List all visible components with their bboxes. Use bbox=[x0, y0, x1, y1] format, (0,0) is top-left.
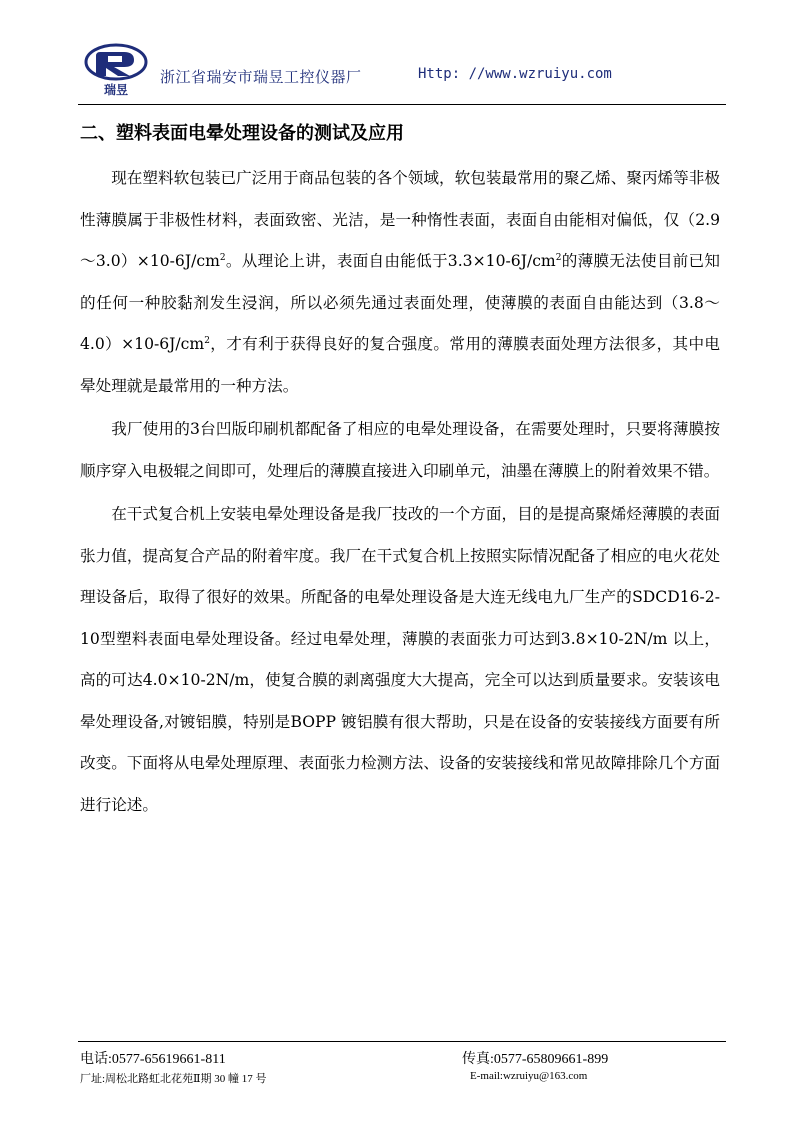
footer-email[interactable]: E-mail:wzruiyu@163.com bbox=[470, 1070, 588, 1082]
footer-address: 厂址:周松北路虹北花苑Ⅱ期 30 幢 17 号 bbox=[80, 1073, 267, 1085]
page-header bbox=[78, 40, 724, 102]
section-heading: 二、塑料表面电晕处理设备的测试及应用 bbox=[80, 123, 404, 144]
footer-divider bbox=[78, 1041, 726, 1042]
company-website[interactable]: Http: //www.wzruiyu.com bbox=[418, 66, 612, 82]
header-divider bbox=[78, 104, 726, 105]
paragraph-2: 我厂使用的3台凹版印刷机都配备了相应的电晕处理设备，在需要处理时，只要将薄膜按顺序穿入电极辊之间即可，处理后的薄膜直接进入印刷单元，油墨在薄膜上的附着效果不错。 bbox=[80, 420, 720, 480]
article-body bbox=[80, 158, 720, 826]
footer-telephone: 电话:0577-65619661-811 bbox=[80, 1052, 226, 1067]
paragraph-3: 在干式复合机上安装电晕处理设备是我厂技改的一个方面，目的是提高聚烯烃薄膜的表面张力值，提高复合产品的附着牢度。我厂在干式复合机上按照实际情况配备了相应的电火花处理设备后，取得了很好的效果。所配备的电晕处理设备是大连无线电九厂生产的SDCD16-2-10型塑料表面电晕处理设备。经过电晕处理，薄膜的表面张力可达到3.8×10-2N/m 以上，高的可达4.0×10-2N/m，使复合膜的剥离强度大大提高，完全可以达到质量要求。安装该电晕处理设备,对镀铝膜，特别是BOPP 镀铝膜有很大帮助，只是在设备的安装接线方面要有所改变。下面将从电晕处理原理、表面张力检测方法、设备的安装接线和常见故障排除几个方面进行论述。 bbox=[80, 505, 720, 814]
paragraph-1: 现在塑料软包装已广泛用于商品包装的各个领域，软包装最常用的聚乙烯、聚丙烯等非极性薄膜属于非极性材料，表面致密、光洁，是一种惰性表面，表面自由能相对偏低，仅$(2.9\sim 3.0)\times 10-6J/cm^2$。从理论上讲，表面自由能低于$3.3\times 10-6J/cm^2$的薄膜无法使目前已知的任何一种胶黏剂发生浸润，所以必须先通过表面处理，使薄膜的表面自由能达到$(3.8\sim 4.0)\times 10-6J/cm^2$，才有利于获得良好的复合强度。常用的薄膜表面处理方法很多，其中电晕处理就是最常用的一种方法。 bbox=[80, 169, 720, 395]
logo-text: 瑞昱 bbox=[103, 83, 129, 97]
footer-fax: 传真:0577-65809661-899 bbox=[462, 1052, 609, 1067]
company-name: 浙江省瑞安市瑞昱工控仪器厂 bbox=[160, 68, 362, 86]
company-logo-icon bbox=[84, 42, 148, 98]
